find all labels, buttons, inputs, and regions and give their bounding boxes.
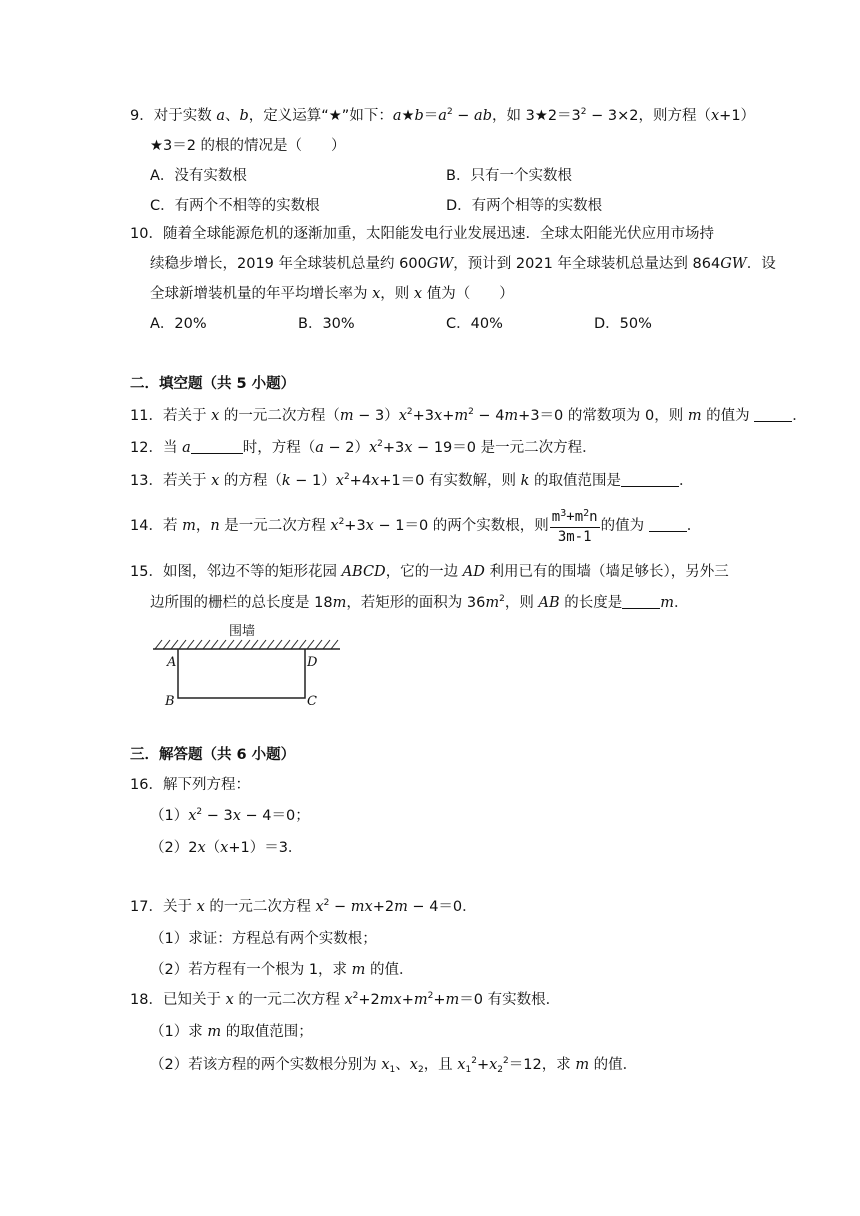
- vertex-c-label: C: [307, 694, 317, 709]
- q17-part1: （1）求证：方程总有两个实数根；: [150, 931, 377, 947]
- q10-option-b: B．30%: [298, 316, 355, 332]
- wall-hatching: [155, 640, 338, 649]
- q18-part1: （1）求 m 的取值范围；: [150, 1024, 313, 1040]
- q9-line1: 9．对于实数 a、b，定义运算“★”如下：$a★b=a^2$ − ab，如 $3★2=3^2 - 3\times 2$，则方程（x+1）: [130, 107, 756, 124]
- vertex-a-label: A: [167, 655, 177, 670]
- q18-part2: （2）若该方程的两个实数根分别为 $x_1$、$x_2$，且 $x_1^2+x_2^2=12$，求 m 的值．: [150, 1056, 638, 1075]
- q11: 11．若关于 x 的一元二次方程$(m - 3)x^2+3x+m^2 - 4m+3=0$ 的常数项为 0，则 m 的值为 ．: [130, 407, 807, 424]
- q10-line1: 10．随着全球能源危机的逐渐加重，太阳能发电行业发展迅速．全球太阳能光伏应用市场持: [130, 226, 714, 242]
- q17-title: 17．关于 x 的一元二次方程 $x^2 - mx+2m - 4=0$．: [130, 898, 477, 915]
- q18-title: 18．已知关于 x 的一元二次方程 $x^2+2mx+m^2+m=0$ 有实数根．: [130, 991, 561, 1008]
- q14-fraction: [550, 507, 600, 546]
- q14-fraction-numerator: $m^3+m^2n$: [550, 507, 600, 528]
- q9-option-a: A．没有实数根: [150, 168, 247, 184]
- section-answer-heading: 三．解答题（共 6 小题）: [130, 747, 296, 763]
- q15-line2: 边所围的栅栏的总长度是 18m，若矩形的面积为 $36m^2$，则 AB 的长度是 m．: [150, 594, 689, 611]
- q10-option-c: C．40%: [446, 316, 503, 332]
- q14-answer-blank: [649, 517, 687, 532]
- q15-answer-blank: [622, 594, 660, 609]
- vertex-b-label: B: [165, 694, 175, 709]
- vertex-d-label: D: [307, 655, 318, 670]
- q14: 14．若 m，n 是一元二次方程 $x^2+3x - 1=0$ 的两个实数根，则 $\frac{m^3+m^2n}{3m-1}$ 的值为 ．: [130, 507, 702, 545]
- q10-line2: 续稳步增长，2019 年全球装机总量约 600GW，预计到 2021 年全球装机总量达到 864GW．设: [150, 256, 776, 272]
- q16-part1: $(1)x^2 - 3x - 4=0$；: [150, 807, 310, 824]
- q9-option-b: B．只有一个实数根: [446, 168, 572, 184]
- wall-label: 围墙: [229, 624, 256, 639]
- fence-rectangle: [178, 649, 305, 698]
- q11-answer-blank: [754, 407, 792, 422]
- q10-option-a: A．20%: [150, 316, 207, 332]
- section-fill-in-heading: 二．填空题（共 5 小题）: [130, 376, 296, 392]
- q9-line2: ★3＝2 的根的情况是（ ）: [150, 138, 346, 154]
- q16-part2: （2）2x（x+1）＝3．: [150, 840, 303, 856]
- q15-line1: 15．如图，邻边不等的矩形花园 ABCD，它的一边 AD 利用已有的围墙（墙足够长），另外三: [130, 564, 729, 580]
- garden-figure: [145, 618, 350, 710]
- q13-answer-blank: [621, 472, 679, 487]
- q12: 12．当 a 时，方程$(a - 2)x^2+3x - 19=0$ 是一元二次方程．: [130, 439, 597, 456]
- q13: 13．若关于 x 的方程$(k - 1)x^2+4x+1=0$ 有实数解，则 k 的取值范围是 ．: [130, 472, 694, 489]
- q14-fraction-denominator: 3m-1: [557, 528, 592, 545]
- q10-option-d: D．50%: [594, 316, 652, 332]
- q12-answer-blank: [191, 439, 243, 454]
- q9-option-c: C．有两个不相等的实数根: [150, 198, 320, 214]
- q16-title: 16．解下列方程：: [130, 777, 250, 793]
- q10-line3: 全球新增装机量的年平均增长率为 x，则 x 值为（ ）: [150, 286, 514, 302]
- q17-part2: （2）若方程有一个根为 1，求 m 的值．: [150, 962, 414, 978]
- q9-option-d: D．有两个相等的实数根: [446, 198, 603, 214]
